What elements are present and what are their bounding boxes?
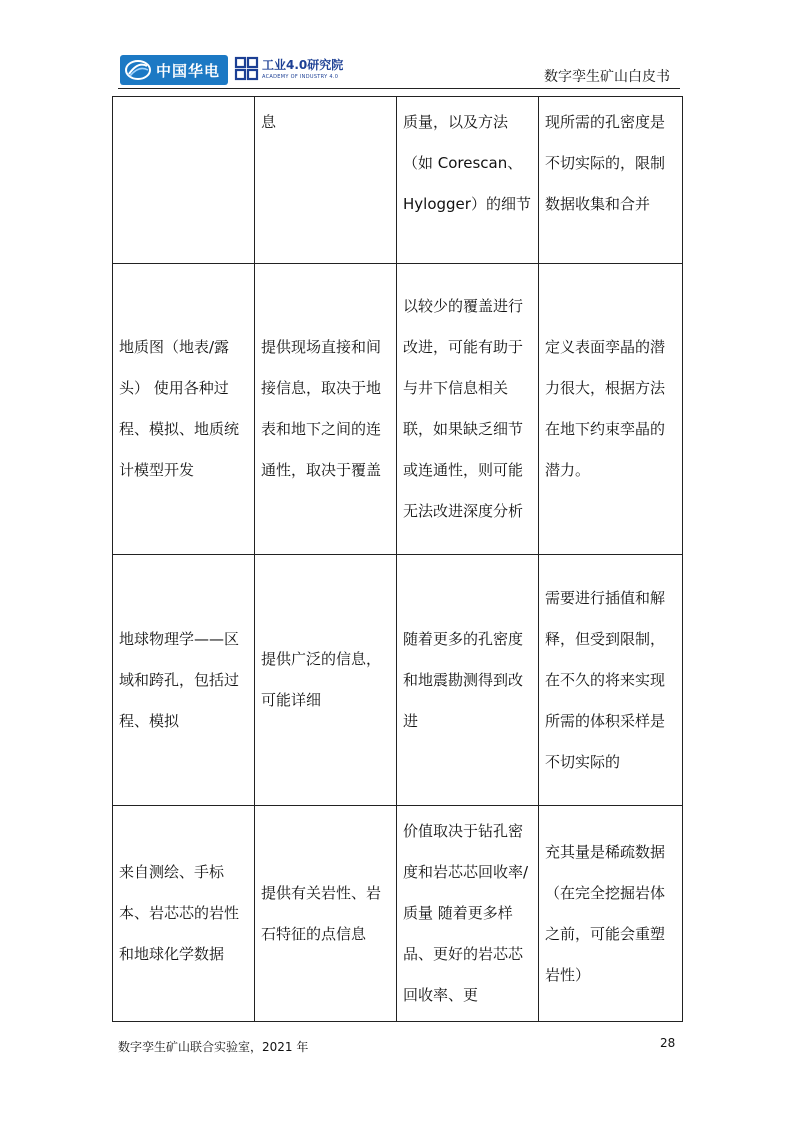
footer-credit: 数字孪生矿山联合实验室，2021 年 xyxy=(118,1040,309,1054)
table-cell: 随着更多的孔密度和地震勘测得到改进 xyxy=(397,555,539,806)
academy-logo xyxy=(234,54,344,86)
table-row xyxy=(113,555,683,806)
table-row xyxy=(113,97,683,264)
academy-emblem-icon xyxy=(234,56,260,82)
table-cell: 以较少的覆盖进行改进，可能有助于与井下信息相关联，如果缺乏细节或连通性，则可能无法改进深度分析 xyxy=(397,264,539,555)
table-cell: 需要进行插值和解释，但受到限制，在不久的将来实现所需的体积采样是不切实际的 xyxy=(539,555,683,806)
document-title: 数字孪生矿山白皮书 xyxy=(544,69,670,85)
table-cell: 提供现场直接和间接信息，取决于地表和地下之间的连通性，取决于覆盖 xyxy=(255,264,397,555)
table-cell: 现所需的孔密度是不切实际的，限制数据收集和合并 xyxy=(539,97,683,264)
table-cell xyxy=(113,97,255,264)
huadian-emblem-icon xyxy=(124,59,152,81)
comparison-table xyxy=(112,96,683,1022)
page-header xyxy=(118,52,680,92)
logo-primary-text: 中国华电 xyxy=(156,62,221,80)
table-cell: 提供广泛的信息，可能详细 xyxy=(255,555,397,806)
table-cell: 定义表面孪晶的潜力很大，根据方法在地下约束孪晶的潜力。 xyxy=(539,264,683,555)
page-number: 28 xyxy=(660,1036,676,1050)
logo-secondary-title: 工业4.0研究院 xyxy=(262,58,344,72)
table-cell: 来自测绘、手标本、岩芯芯的岩性和地球化学数据 xyxy=(113,806,255,1022)
table-row xyxy=(113,806,683,1022)
huadian-logo xyxy=(120,55,228,85)
header-divider xyxy=(118,88,680,89)
table-row xyxy=(113,264,683,555)
table-cell: 地球物理学——区域和跨孔，包括过程、模拟 xyxy=(113,555,255,806)
table-cell: 息 xyxy=(255,97,397,264)
table-cell: 提供有关岩性、岩石特征的点信息 xyxy=(255,806,397,1022)
table-cell: 质量，以及方法（如 Corescan、Hylogger）的细节 xyxy=(397,97,539,264)
table-cell: 充其量是稀疏数据（在完全挖掘岩体之前，可能会重塑岩性） xyxy=(539,806,683,1022)
table-cell: 价值取决于钻孔密度和岩芯芯回收率/质量 随着更多样品、更好的岩芯芯回收率、更 xyxy=(397,806,539,1022)
table-cell: 地质图（地表/露头） 使用各种过程、模拟、地质统计模型开发 xyxy=(113,264,255,555)
logo-secondary-subtitle: ACADEMY OF INDUSTRY 4.0 xyxy=(262,74,339,80)
